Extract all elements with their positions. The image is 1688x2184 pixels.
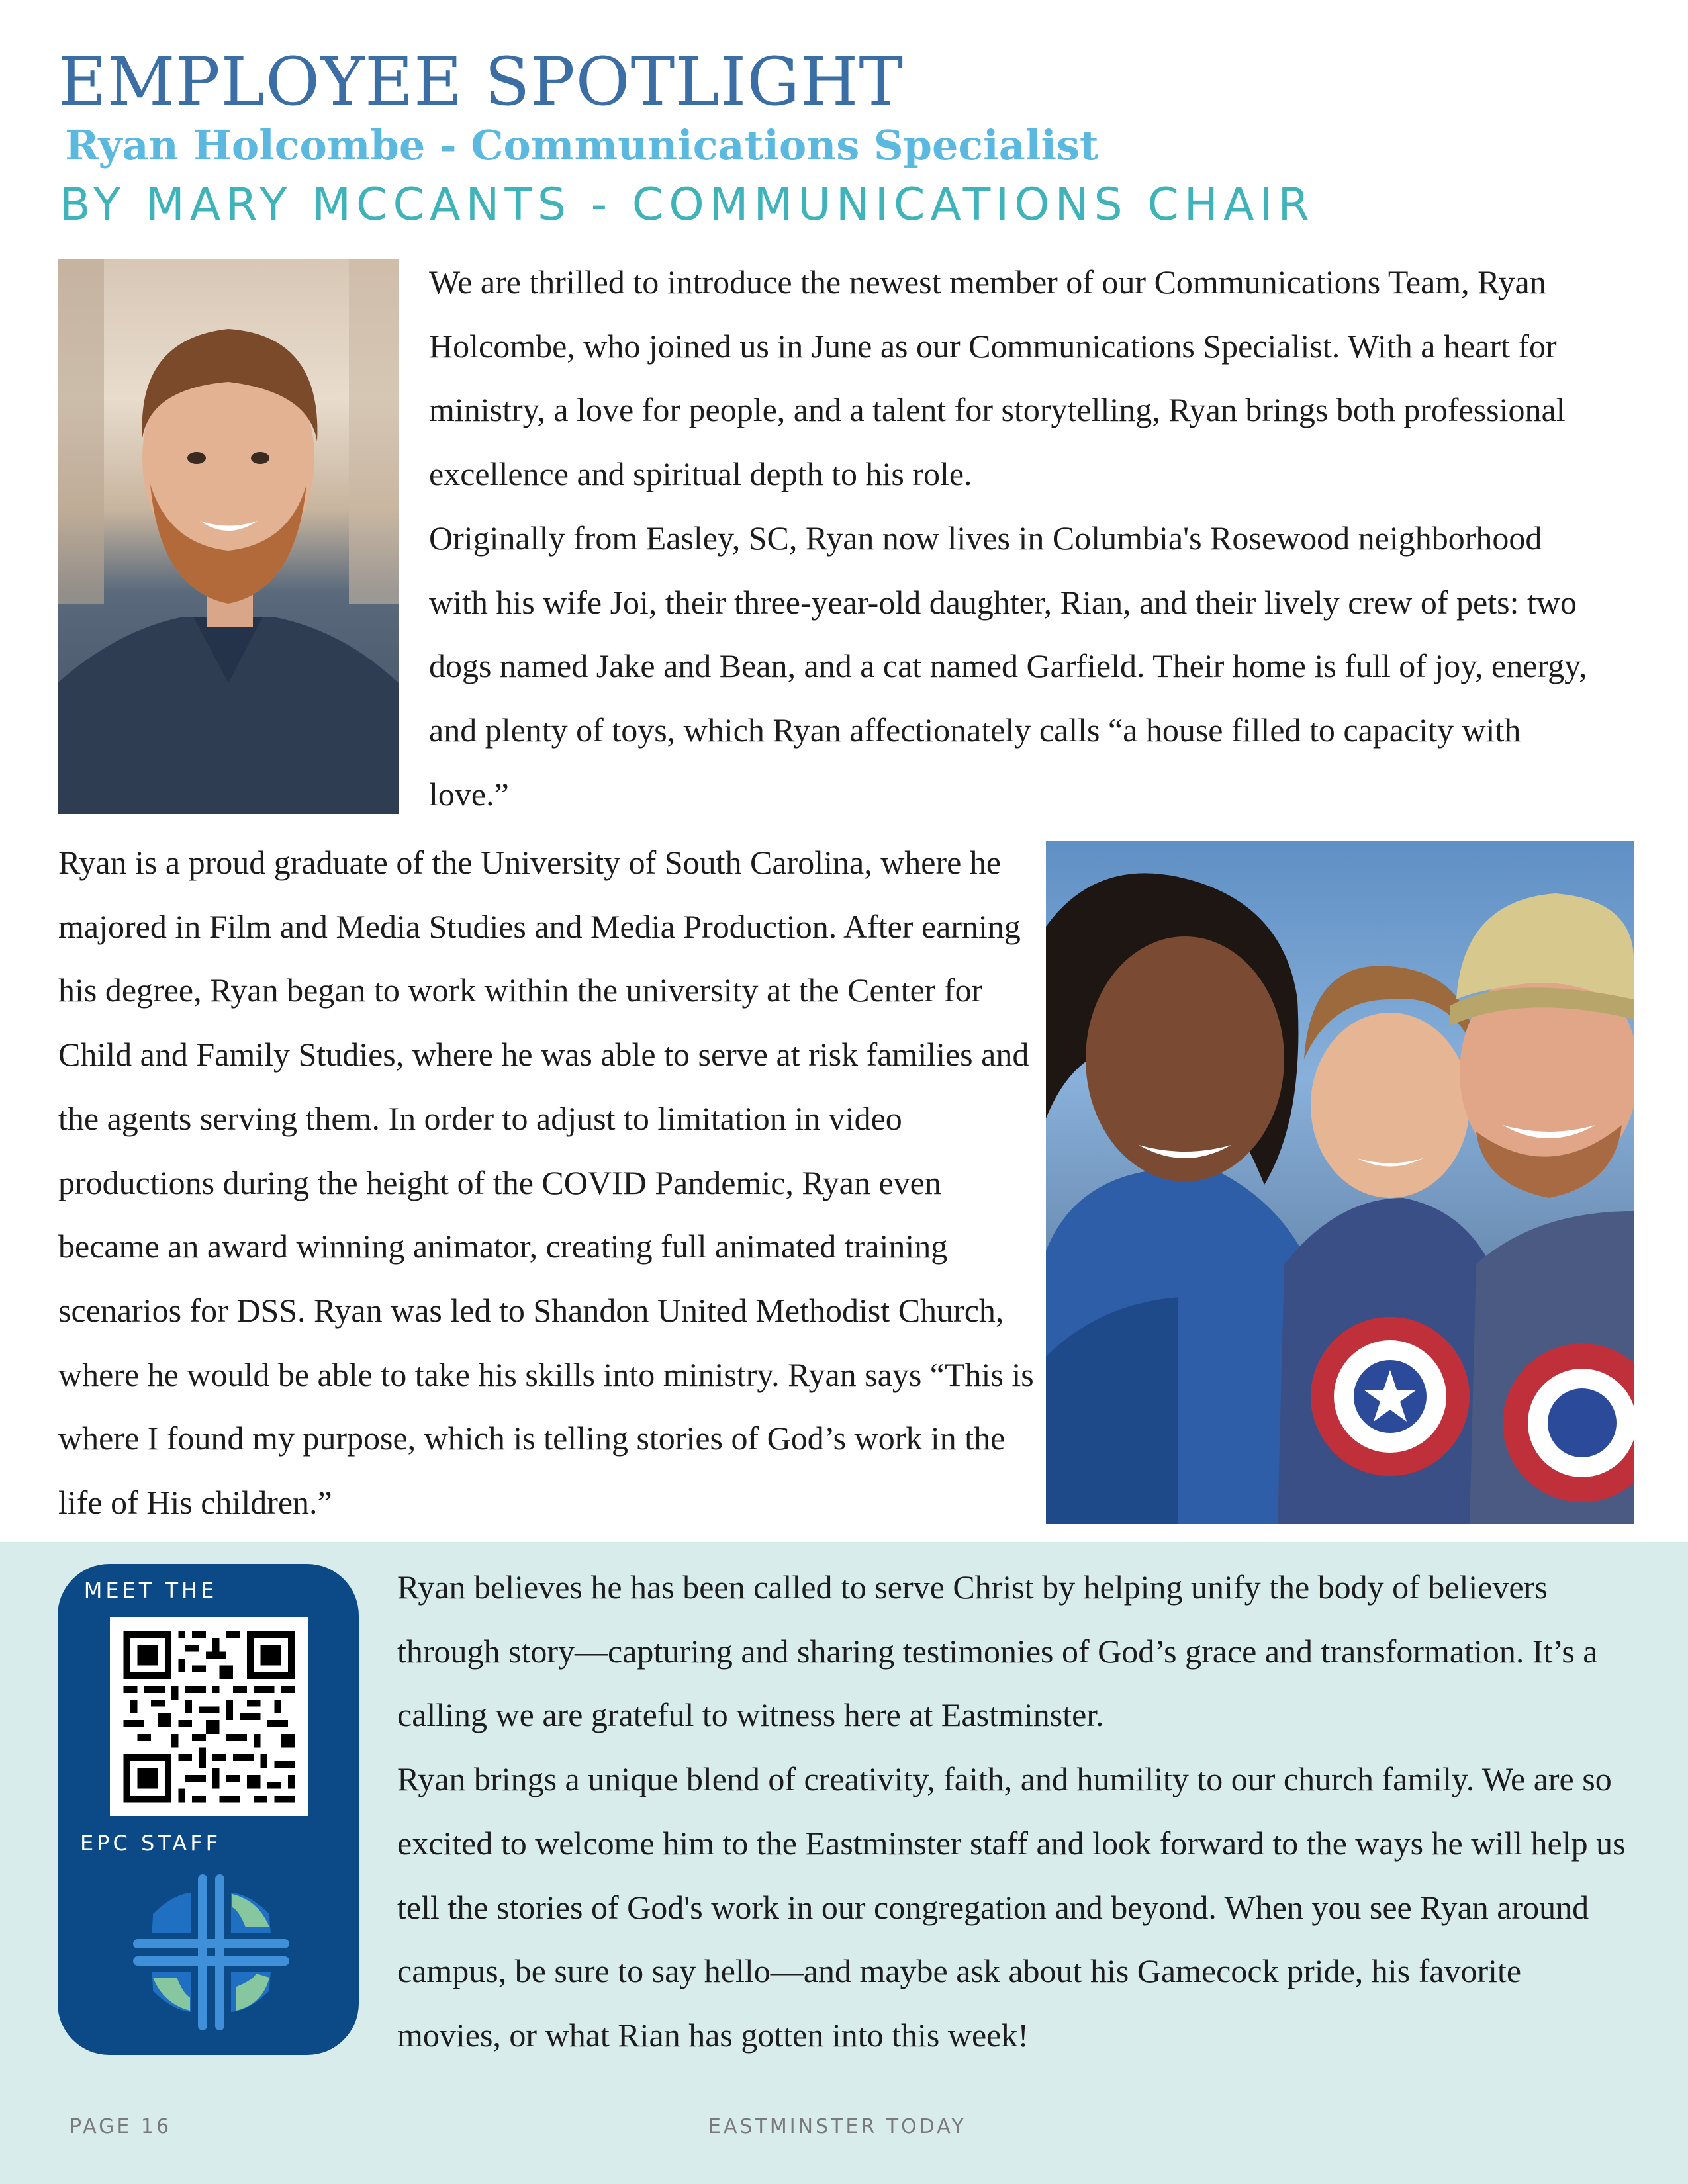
article-education bbox=[58, 831, 1045, 1535]
article-byline: BY MARY MCCANTS - COMMUNICATIONS CHAIR bbox=[60, 179, 1315, 231]
meet-the-label: MEET THE bbox=[83, 1578, 218, 1603]
calling-paragraph: Ryan believes he has been called to serve Christ by helping unify the body of believers through story—capturing and sharing testimonies of God’s grace and transformation. It’s a calling we are grateful to witness here at Eastminster. bbox=[397, 1569, 1598, 1734]
page-number: PAGE 16 bbox=[70, 2115, 172, 2138]
family-paragraph: Originally from Easley, SC, Ryan now lives in Columbia's Rosewood neighborhood with his wife Joi, their three-year-old daughter, Rian, and their lively crew of pets: two dogs named Jake and Bean, and a cat named Garfield. Their home is full of joy, energy, and plenty of toys, which Ryan affectionately calls “a house filled to capacity with love.” bbox=[429, 519, 1587, 813]
article-closing bbox=[397, 1555, 1628, 2068]
article-intro bbox=[429, 250, 1609, 826]
epc-staff-label: EPC STAFF bbox=[79, 1831, 222, 1856]
publication-name: EASTMINSTER TODAY bbox=[708, 2115, 966, 2138]
welcome-paragraph: Ryan brings a unique blend of creativity, faith, and humility to our church family. We are so excited to welcome him to the Eastminster staff and look forward to the ways he will help us tell the stories of God's work in our congregation and beyond. When you see Ryan around campus, be sure to say hello—and maybe ask about his Gamecock pride, his favorite movies, or what Rian has gotten into this week! bbox=[397, 1760, 1626, 2054]
education-paragraph: Ryan is a proud graduate of the University of South Carolina, where he majored in Film and Media Studies and Media Production. After earning his degree, Ryan began to work within the university at the Center for Child and Family Studies, where he was able to serve at risk families and the agents serving them. In order to adjust to limitation in video productions during the height of the COVID Pandemic, Ryan even became an award winning animator, creating full animated training scenarios for DSS. Ryan was led to Shandon United Methodist Church, where he would be able to take his skills into ministry. Ryan says “This is where I found my purpose, which is telling stories of God’s work in the life of His children.” bbox=[58, 844, 1034, 1522]
intro-paragraph: We are thrilled to introduce the newest member of our Communications Team, Ryan Holcombe, who joined us in June as our Communications Specialist. With a heart for ministry, a love for people, and a talent for storytelling, Ryan brings both professional excellence and spiritual depth to his role. bbox=[429, 263, 1566, 493]
ryan-portrait-photo bbox=[58, 259, 399, 814]
page-title: EMPLOYEE SPOTLIGHT bbox=[58, 43, 904, 120]
qr-code-icon[interactable] bbox=[110, 1617, 308, 1816]
family-selfie-photo bbox=[1046, 841, 1634, 1524]
article-subtitle: Ryan Holcombe - Communications Specialist bbox=[65, 121, 1099, 169]
cross-logo-icon bbox=[133, 1874, 289, 2030]
